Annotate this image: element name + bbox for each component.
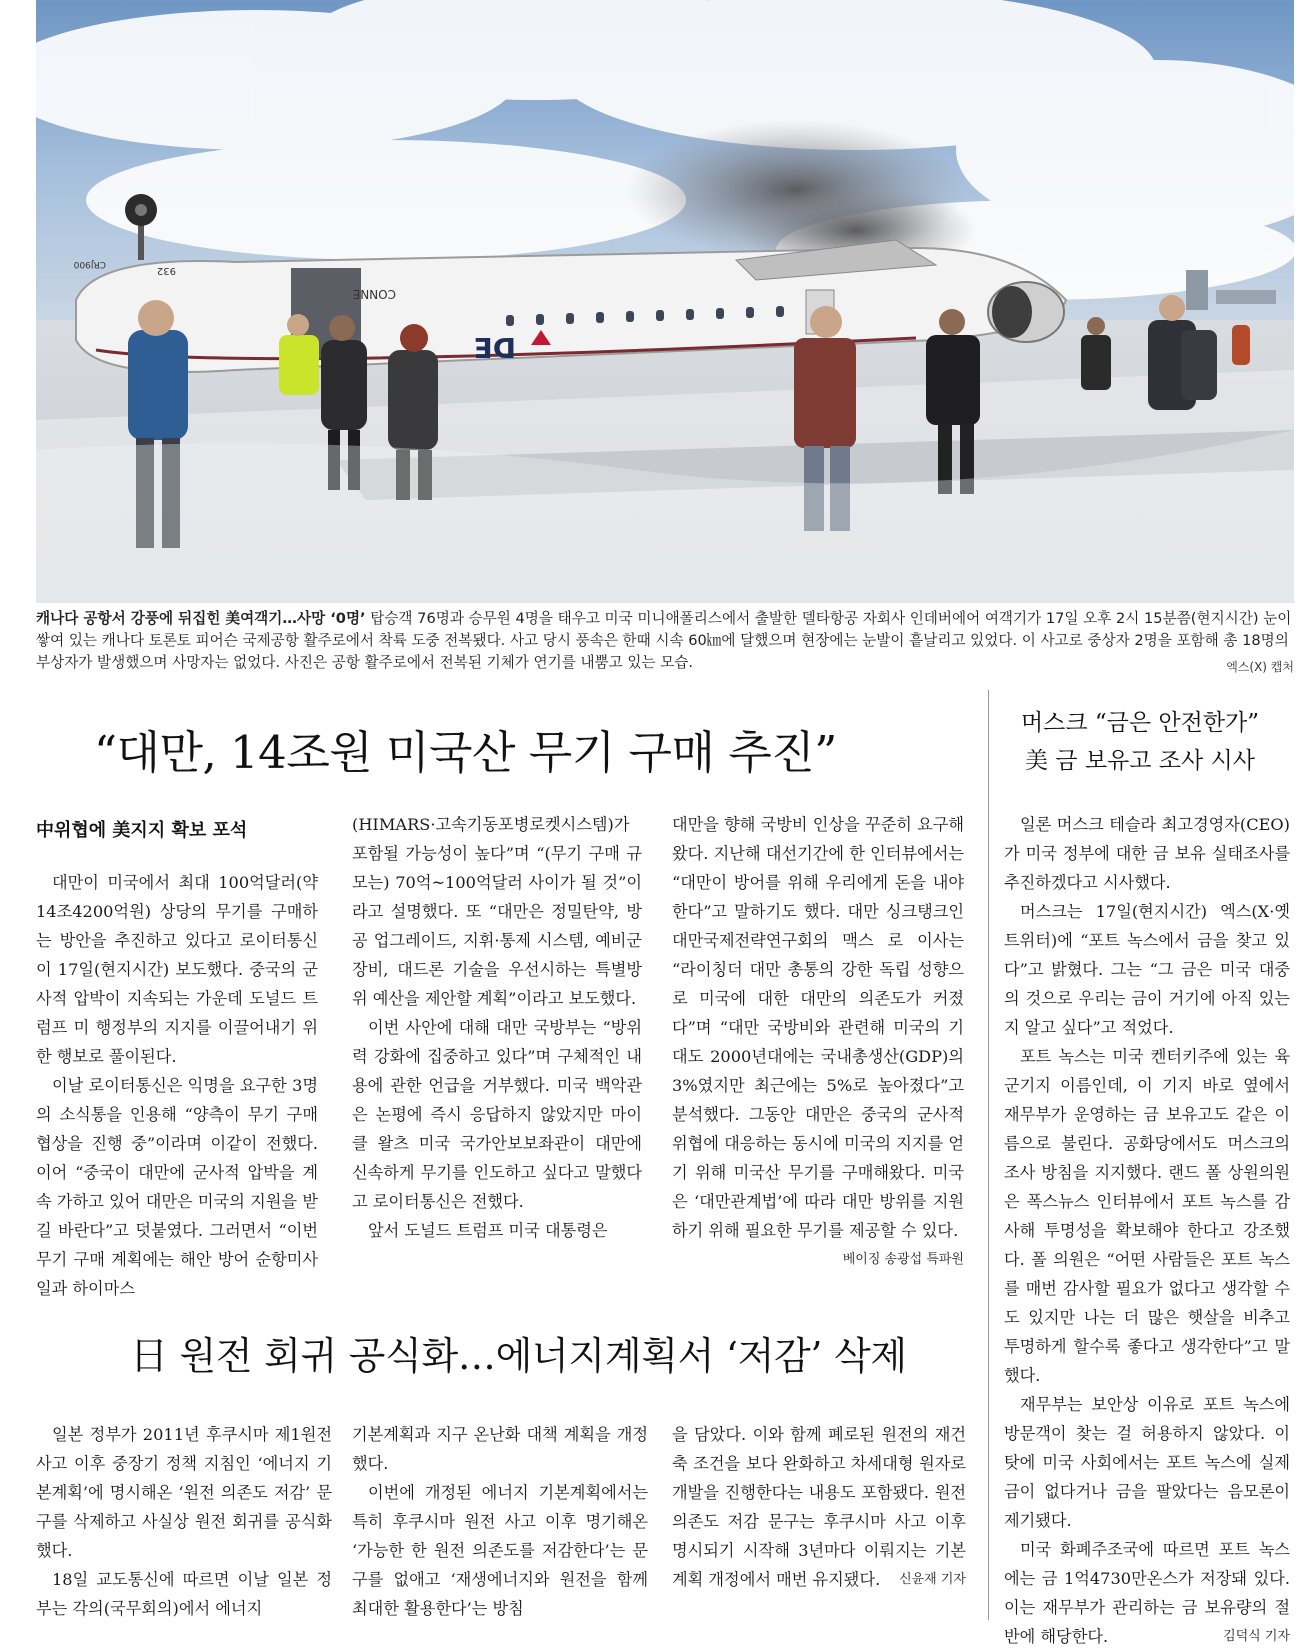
article3-column-3	[672, 1420, 966, 1620]
paragraph: 머스크는 17일(현지시간) 엑스(X·옛 트위터)에 “포트 녹스에서 금을 찾고 있다”고 밝혔다. 그는 “그 금은 미국 대중의 것으로 우리는 금이 거기에 아직 있는지 알고 싶다”고 적었다.	[1004, 902, 1290, 1037]
fuselage-lettering: CONNE	[352, 287, 396, 301]
paragraph: 일론 머스크 테슬라 최고경영자(CEO)가 미국 정부에 대한 금 보유 실태조사를 추진하겠다고 시사했다.	[1004, 815, 1290, 892]
paragraph: 미국 화폐주조국에 따르면 포트 녹스에는 금 1억4730만온스가 저장돼 있다. 이는 재무부가 관리하는 금 보유량의 절반에 해당한다. 김덕식 기자	[1004, 1535, 1290, 1651]
second-headline: 日 원전 회귀 공식화…에너지계획서 ‘저감’ 삭제	[130, 1334, 907, 1378]
article3-column-2	[352, 1420, 648, 1620]
registration-lettering: 932	[156, 265, 176, 276]
paragraph: 앞서 도널드 트럼프 미국 대통령은	[368, 1221, 608, 1240]
paragraph: 이날 로이터통신은 익명을 요구한 3명의 소식통을 인용해 “양측이 무기 구매 협상을 진행 중”이라며 이같이 전했다. 이어 “중국이 대만에 군사적 압박을 계속 가하고 있어 대만은 미국의 지원을 받길 바란다”고 덧붙였다. 그러면서 “이번 무기 구매 계획에는 해안 방어 순항미사일과 하이마스	[36, 1076, 318, 1298]
side-headline-line-1: 머스크 “금은 안전한가”	[1020, 710, 1260, 736]
side-headline	[1000, 704, 1280, 780]
photo-credit: 엑스(X) 캡처	[1226, 660, 1294, 674]
paragraph: 이번 사안에 대해 대만 국방부는 “방위력 강화에 집중하고 있다”며 구체적인 내용에 관한 언급을 거부했다. 미국 백악관은 논평에 즉시 응답하지 않았지만 마이클 왈츠 미국 국가안보보좌관이 대만에 신속하게 무기를 인도하고 싶다고 말했다고 로이터통신은 전했다.	[352, 1018, 642, 1211]
nose-lettering: CRJ900	[73, 259, 106, 269]
paragraph: (HIMARS·고속기동포병로켓시스템)가 포함될 가능성이 높다”며 “(무기 구매 규모는) 70억~100억달러 사이가 될 것”이라고 설명했다. 또 “대만은 정밀탄약, 방공 업그레이드, 지휘·통제 시스템, 예비군 장비, 대드론 기술을 우선시하는 특별방위 예산을 제안할 계획”이라고 보도했다.	[352, 815, 642, 1008]
paragraph: 기본계획과 지구 온난화 대책 계획을 개정했다.	[352, 1425, 648, 1473]
paragraph: 이번에 개정된 에너지 기본계획에서는 특히 후쿠시마 원전 사고 이후 명기해온 ‘가능한 한 원전 의존도를 저감한다’는 문구를 없애고 ‘재생에너지와 원전을 함께 최대한 활용한다’는 방침	[352, 1483, 648, 1618]
article1-column-1	[36, 868, 318, 1298]
paragraph: 18일 교도통신에 따르면 이날 일본 정부는 각의(국무회의)에서 에너지	[36, 1570, 332, 1618]
photo-caption	[36, 608, 1294, 674]
article2-byline: 김덕식 기자	[1223, 1629, 1290, 1644]
caption-headline: 캐나다 공항서 강풍에 뒤집힌 美여객기…사망 ‘0명’	[36, 610, 366, 627]
caption-body: 탑승객 76명과 승무원 4명을 태우고 미국 미니애폴리스에서 출발한 델타항공 자회사 인데버에어 여객기가 17일 오후 2시 15분쯤(현지시간) 눈이 쌓여 있는 캐나다 토론토 피어슨 국제공항 활주로에서 착륙 도중 전복됐다. 사고 당시 풍속은 한때 시속 60㎞에 달했으며 현장에는 눈발이 흩날리고 있었다. 이 사고로 중상자 2명을 포함해 총 18명의 부상자가 발생했으며 사망자는 없었다. 사진은 공항 활주로에서 전복된 기체가 연기를 내뿜고 있는 모습.	[36, 610, 1292, 671]
paragraph: 재무부는 보안상 이유로 포트 녹스에 방문객이 찾는 걸 허용하지 않았다. 이 탓에 미국 사회에서는 포트 녹스에 실제 금이 없다거나 금을 팔았다는 음모론이 제기됐다.	[1004, 1395, 1290, 1530]
paragraph: 포트 녹스는 미국 켄터키주에 있는 육군기지 이름인데, 이 기지 바로 옆에서 재무부가 운영하는 금 보유고도 같은 이름으로 불린다. 공화당에서도 머스크의 조사 방침을 지지했다. 랜드 폴 상원의원은 폭스뉴스 인터뷰에서 포트 녹스를 감사해 투명성을 확보해야 한다고 강조했다. 폴 의원은 “어떤 사람들은 포트 녹스를 매번 감사할 필요가 없다고 생각할 수도 있지만 나는 더 많은 햇살을 비추고 투명하게 할수록 좋다고 생각한다”고 말했다.	[1004, 1047, 1290, 1385]
paragraph: 대만을 향해 국방비 인상을 꾸준히 요구해왔다. 지난해 대선기간에 한 인터뷰에서는 “대만이 방어를 위해 우리에게 돈을 내야 한다”고 말하기도 했다. 대만 싱크탱크인 대만국제전략연구회의 맥스 로 이사는 “라이칭더 대만 총통의 강한 독립 성향으로 미국에 대한 대만의 의존도가 커졌다”며 “대만 국방비와 관련해 미국의 기대도 2000년대에는 국내총생산(GDP)의 3%였지만 최근에는 5%로 높아졌다”고 분석했다. 그동안 대만은 중국의 군사적 위협에 대응하는 동시에 미국의 지지를 얻기 위해 미국산 무기를 구매해왔다. 미국은 ‘대만관계법’에 따라 대만 방위를 지원하기 위해 필요한 무기를 제공할 수 있다. 베이징 송광섭 특파원	[672, 810, 964, 1245]
article3-byline: 신윤재 기자	[899, 1572, 966, 1587]
paragraph: 일본 정부가 2011년 후쿠시마 제1원전 사고 이후 중장기 정책 지침인 ‘에너지 기본계획’에 명시해온 ‘원전 의존도 저감’ 문구를 삭제하고 사실상 원전 회귀를 공식화했다.	[36, 1425, 332, 1560]
article2-body	[1004, 810, 1290, 1646]
paragraph: 대만이 미국에서 최대 100억달러(약 14조4200억원) 상당의 무기를 구매하는 방안을 추진하고 있다고 로이터통신이 17일(현지시간) 보도했다. 중국의 군사적 압박이 지속되는 가운데 도널드 트럼프 미 행정부의 지지를 이끌어내기 위한 행보로 풀이된다.	[36, 873, 318, 1066]
side-headline-line-2: 美 금 보유고 조사 시사	[1025, 748, 1255, 774]
news-photo	[36, 0, 1294, 603]
tail-lettering: DE	[473, 331, 516, 364]
main-headline: “대만, 14조원 미국산 무기 구매 추진”	[94, 726, 837, 779]
article1-byline: 베이징 송광섭 특파원	[842, 1252, 964, 1267]
column-divider	[988, 690, 989, 1620]
paragraph: 을 담았다. 이와 함께 폐로된 원전의 재건축 조건을 보다 완화하고 차세대형 원자로 개발을 진행한다는 내용도 포함됐다. 원전 의존도 저감 문구는 후쿠시마 사고 이후 명시되기 시작해 3년마다 이뤄지는 기본계획 개정에서 매번 유지됐다. 신윤재 기자	[672, 1420, 966, 1594]
article1-subhead: 中위협에 美지지 확보 포석	[36, 820, 248, 841]
article3-column-1	[36, 1420, 332, 1620]
article1-column-2	[352, 810, 642, 1298]
article1-column-3	[672, 810, 964, 1298]
